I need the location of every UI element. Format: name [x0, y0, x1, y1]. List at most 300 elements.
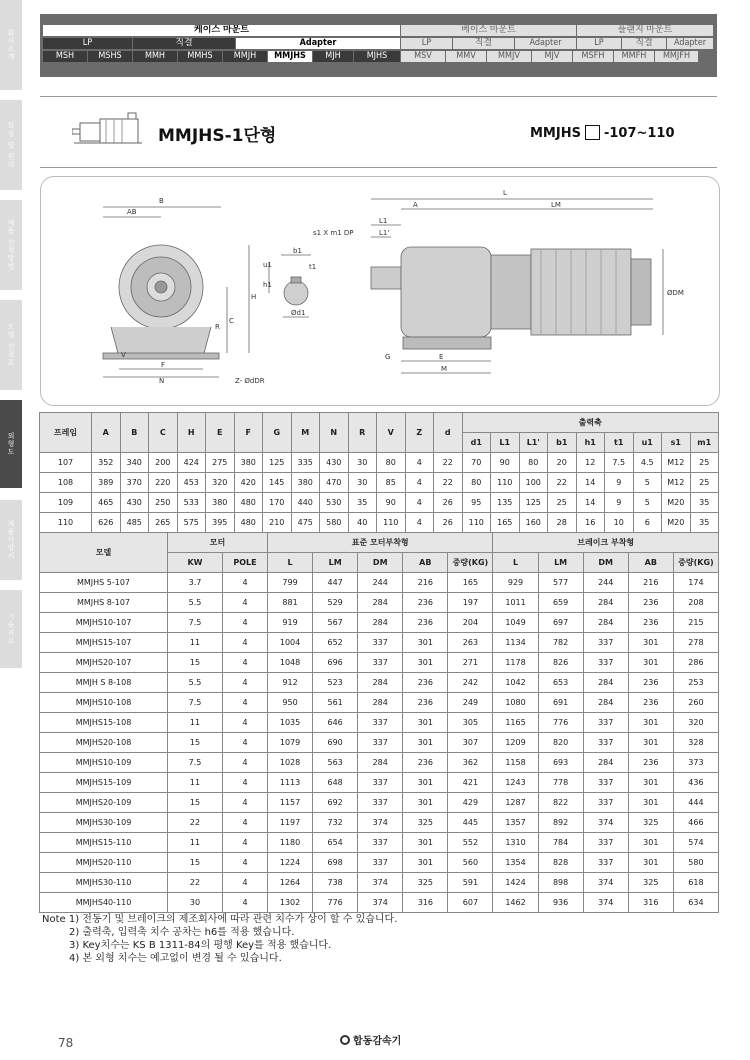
table-cell: 275 [206, 453, 235, 473]
table-cell: 95 [462, 493, 491, 513]
nav-model-10[interactable]: MMV [446, 51, 487, 62]
svg-text:C: C [229, 317, 234, 325]
table-cell: 618 [673, 873, 718, 893]
table-cell: 14 [576, 493, 605, 513]
table-cell: 1158 [493, 753, 538, 773]
table-cell: 580 [320, 513, 349, 533]
table-cell: 80 [462, 473, 491, 493]
svg-text:M: M [441, 365, 448, 373]
table-row [40, 873, 719, 893]
table-cell: 580 [673, 853, 718, 873]
table-cell: 1310 [493, 833, 538, 853]
table-cell: 4 [223, 613, 268, 633]
svg-text:V: V [121, 351, 126, 359]
brake-header: 브레이크 부착형 [493, 533, 719, 553]
svg-text:AB: AB [127, 208, 137, 216]
table-cell: 430 [320, 453, 349, 473]
table-cell: 284 [358, 613, 403, 633]
table-cell: 26 [434, 513, 463, 533]
frame-header-2: B [120, 413, 149, 453]
table-cell: 352 [92, 453, 121, 473]
motor-header: 모터 [168, 533, 268, 553]
table-cell: 236 [403, 753, 448, 773]
table-cell: 284 [583, 673, 628, 693]
table-cell: 529 [313, 593, 358, 613]
table-cell: 200 [149, 453, 178, 473]
table-cell: 698 [313, 853, 358, 873]
spec-subheader-8: LM [538, 553, 583, 573]
table-cell: 301 [628, 853, 673, 873]
table-cell: 340 [120, 453, 149, 473]
table-row [40, 773, 719, 793]
table-cell: 646 [313, 713, 358, 733]
shaft-header-6: u1 [633, 433, 662, 453]
table-cell: 15 [168, 653, 223, 673]
frame-header-7: G [263, 413, 292, 453]
nav-sub-3: Adapter [236, 38, 401, 49]
table-cell: 374 [583, 893, 628, 913]
table-cell: 1287 [493, 793, 538, 813]
table-cell: 4 [405, 493, 434, 513]
table-cell: 4 [223, 753, 268, 773]
spec-subheader-7: L [493, 553, 538, 573]
svg-text:L1: L1 [379, 217, 388, 225]
table-cell: M20 [662, 513, 691, 533]
table-cell: MMJHS20-107 [40, 653, 168, 673]
table-cell: 22 [168, 873, 223, 893]
table-cell: 374 [358, 813, 403, 833]
frame-header-8: M [291, 413, 320, 453]
table-cell: 220 [149, 473, 178, 493]
table-cell: 776 [313, 893, 358, 913]
nav-model-1[interactable]: MSH [43, 51, 88, 62]
table-cell: 337 [358, 773, 403, 793]
table-cell: 380 [291, 473, 320, 493]
table-cell: 337 [583, 833, 628, 853]
table-cell: 828 [538, 853, 583, 873]
table-cell: 429 [448, 793, 493, 813]
table-cell: 236 [403, 613, 448, 633]
table-cell: 337 [583, 713, 628, 733]
table-cell: 85 [377, 473, 406, 493]
table-cell: 301 [403, 833, 448, 853]
table-cell: 561 [313, 693, 358, 713]
table-cell: 1264 [268, 873, 313, 893]
table-row [40, 833, 719, 853]
table-cell: 480 [234, 493, 263, 513]
nav-model-8[interactable]: MJHS [354, 51, 401, 62]
table-cell: 337 [358, 653, 403, 673]
table-cell: MMJHS30-110 [40, 873, 168, 893]
svg-text:B: B [159, 197, 164, 205]
table-cell: 607 [448, 893, 493, 913]
table-cell: 1209 [493, 733, 538, 753]
spec-subheader-11: 중량(KG) [673, 553, 718, 573]
table-cell: 4 [223, 713, 268, 733]
table-cell: 337 [358, 633, 403, 653]
side-tabs [0, 0, 22, 700]
spec-subheader-3: LM [313, 553, 358, 573]
table-cell: 1178 [493, 653, 538, 673]
shaft-header-1: L1 [491, 433, 520, 453]
svg-text:s1 X m1 DP: s1 X m1 DP [313, 229, 354, 237]
table-cell: 284 [583, 613, 628, 633]
table-cell: 653 [538, 673, 583, 693]
table-cell: 4 [223, 593, 268, 613]
table-cell: 10 [605, 513, 634, 533]
table-cell: 362 [448, 753, 493, 773]
table-cell: 11 [168, 633, 223, 653]
nav-group-1: 케이스 마운트 [43, 25, 401, 36]
table-cell: 1048 [268, 653, 313, 673]
table-cell: 22 [548, 473, 577, 493]
spec-subheader-2: L [268, 553, 313, 573]
table-cell: MMJHS15-107 [40, 633, 168, 653]
table-cell: 320 [673, 713, 718, 733]
table-cell: 4 [223, 873, 268, 893]
table-cell: 216 [628, 573, 673, 593]
table-cell: 107 [40, 453, 92, 473]
table-cell: 4.5 [633, 453, 662, 473]
table-cell: 208 [673, 593, 718, 613]
nav-sub-8: 직결 [622, 38, 667, 49]
table-cell: 337 [583, 633, 628, 653]
table-cell: 316 [628, 893, 673, 913]
note-3: 3) Key치수는 KS B 1311-84의 평행 Key를 적용 했습니다. [69, 940, 332, 951]
table-cell: 80 [377, 453, 406, 473]
table-cell: 244 [358, 573, 403, 593]
svg-text:Z- ØdDR: Z- ØdDR [235, 377, 265, 385]
svg-text:h1: h1 [263, 281, 272, 289]
table-cell: 204 [448, 613, 493, 633]
table-cell: 284 [358, 593, 403, 613]
table-cell: 1180 [268, 833, 313, 853]
table-cell: 40 [348, 513, 377, 533]
model-code: MMJHS -107~110 [530, 126, 675, 141]
table-row [40, 793, 719, 813]
table-cell: 301 [628, 633, 673, 653]
table-cell: 1354 [493, 853, 538, 873]
page-title: MMJHS-1단형 [158, 126, 277, 146]
frame-header-0: 프레임 [40, 413, 92, 453]
table-cell: 778 [538, 773, 583, 793]
nav-sub-4: LP [401, 38, 453, 49]
table-cell: 784 [538, 833, 583, 853]
nav-model-11[interactable]: MMJV [487, 51, 532, 62]
note-4: 4) 본 외형 치수는 예고없이 변경 될 수 있습니다. [69, 953, 282, 964]
table-cell: 125 [263, 453, 292, 473]
table-cell: 1424 [493, 873, 538, 893]
table-cell: 70 [462, 453, 491, 473]
frame-header-6: F [234, 413, 263, 453]
table-cell: 822 [538, 793, 583, 813]
svg-text:Ød1: Ød1 [291, 309, 306, 317]
table-cell: 470 [320, 473, 349, 493]
table-cell: 3.7 [168, 573, 223, 593]
table-cell: 654 [313, 833, 358, 853]
frame-header-10: R [348, 413, 377, 453]
nav-sub-5: 직결 [453, 38, 515, 49]
table-cell: 373 [673, 753, 718, 773]
table-cell: 337 [358, 793, 403, 813]
spec-subheader-4: DM [358, 553, 403, 573]
category-nav [40, 14, 717, 77]
table-cell: MMJHS 5-107 [40, 573, 168, 593]
table-cell: 4 [223, 893, 268, 913]
shaft-header-3: b1 [548, 433, 577, 453]
nav-model-12[interactable]: MJV [532, 51, 573, 62]
table-cell: 160 [519, 513, 548, 533]
table-cell: 7.5 [168, 613, 223, 633]
table-cell: 165 [448, 573, 493, 593]
side-tab-7: 기술자료 [0, 590, 22, 670]
table-cell: 337 [358, 733, 403, 753]
table-row [40, 853, 719, 873]
table-row [40, 653, 719, 673]
table-cell: 732 [313, 813, 358, 833]
table-cell: 265 [149, 513, 178, 533]
table-cell: 170 [263, 493, 292, 513]
table-cell: 1462 [493, 893, 538, 913]
table-cell: 4 [223, 833, 268, 853]
svg-text:L: L [503, 189, 507, 197]
table-cell: 626 [92, 513, 121, 533]
frame-header-5: E [206, 413, 235, 453]
table-cell: 7.5 [605, 453, 634, 473]
nav-group-2: 베이스 마운트 [401, 25, 577, 36]
table-cell: 530 [320, 493, 349, 513]
table-cell: 6 [633, 513, 662, 533]
table-cell: 9 [605, 473, 634, 493]
table-cell: 325 [628, 873, 673, 893]
table-cell: 301 [628, 733, 673, 753]
table-cell: 337 [583, 793, 628, 813]
table-cell: 1302 [268, 893, 313, 913]
table-cell: 591 [448, 873, 493, 893]
table-cell: M20 [662, 493, 691, 513]
table-cell: 826 [538, 653, 583, 673]
nav-sub-1: LP [43, 38, 133, 49]
table-cell: 1011 [493, 593, 538, 613]
table-cell: 1134 [493, 633, 538, 653]
table-cell: 389 [92, 473, 121, 493]
title-bar [40, 96, 717, 168]
table-cell: 7.5 [168, 753, 223, 773]
note-2: 2) 출력축, 입력축 치수 공차는 h6를 적용 했습니다. [69, 927, 295, 938]
table-row [40, 473, 719, 493]
table-cell: 4 [223, 693, 268, 713]
table-cell: 236 [628, 613, 673, 633]
table-cell: 4 [223, 633, 268, 653]
table-cell: 236 [628, 673, 673, 693]
table-cell: 738 [313, 873, 358, 893]
table-cell: 465 [92, 493, 121, 513]
table-cell: 4 [223, 793, 268, 813]
svg-text:A: A [413, 201, 418, 209]
table-cell: 216 [403, 573, 448, 593]
table-cell: 577 [538, 573, 583, 593]
spec-subheader-6: 중량(KG) [448, 553, 493, 573]
table-cell: 110 [462, 513, 491, 533]
page-number: 78 [58, 1036, 74, 1050]
table-cell: 301 [628, 713, 673, 733]
table-cell: 110 [491, 473, 520, 493]
table-cell: MMJHS20-110 [40, 853, 168, 873]
table-cell: 374 [358, 893, 403, 913]
table-cell: 301 [628, 793, 673, 813]
table-cell: 4 [223, 573, 268, 593]
table-cell: 325 [403, 813, 448, 833]
table-cell: 447 [313, 573, 358, 593]
table-cell: 253 [673, 673, 718, 693]
table-cell: 337 [583, 733, 628, 753]
table-cell: 210 [263, 513, 292, 533]
table-cell: 337 [358, 713, 403, 733]
table-row [40, 593, 719, 613]
table-row [40, 513, 719, 533]
table-row [40, 573, 719, 593]
table-cell: 90 [491, 453, 520, 473]
table-cell: 1049 [493, 613, 538, 633]
table-cell: MMJHS10-108 [40, 693, 168, 713]
table-cell: 301 [403, 633, 448, 653]
table-cell: 421 [448, 773, 493, 793]
table-cell: 236 [628, 693, 673, 713]
svg-text:G: G [385, 353, 391, 361]
frame-header-1: A [92, 413, 121, 453]
table-cell: 1157 [268, 793, 313, 813]
table-cell: 5 [633, 493, 662, 513]
table-cell: 30 [348, 473, 377, 493]
table-cell: 453 [177, 473, 206, 493]
table-cell: 22 [434, 453, 463, 473]
nav-model-9[interactable]: MSV [401, 51, 446, 62]
table-cell: 301 [403, 733, 448, 753]
table-cell: 236 [403, 593, 448, 613]
table-cell: 1224 [268, 853, 313, 873]
nav-model-3[interactable]: MMH [133, 51, 178, 62]
table-cell: 912 [268, 673, 313, 693]
table-cell: 325 [628, 813, 673, 833]
table-cell: 370 [120, 473, 149, 493]
spec-subheader-0: KW [168, 553, 223, 573]
table-cell: 15 [168, 733, 223, 753]
table-cell: 4 [405, 513, 434, 533]
nav-model-6[interactable]: MMJHS [268, 51, 313, 62]
table-cell: 307 [448, 733, 493, 753]
nav-model-14[interactable]: MMFH [614, 51, 655, 62]
shaft-header-4: h1 [576, 433, 605, 453]
table-cell: 301 [628, 773, 673, 793]
table-cell: 110 [40, 513, 92, 533]
table-cell: 100 [519, 473, 548, 493]
side-tab-4: 모델 선정표 [0, 300, 22, 392]
table-cell: 820 [538, 733, 583, 753]
table-row [40, 673, 719, 693]
table-cell: 1079 [268, 733, 313, 753]
nav-model-13[interactable]: MSFH [573, 51, 614, 62]
nav-model-15[interactable]: MMJFH [655, 51, 699, 62]
frame-header-4: H [177, 413, 206, 453]
table-cell: 4 [223, 733, 268, 753]
table-cell: 1028 [268, 753, 313, 773]
table-cell: 284 [583, 593, 628, 613]
table-cell: 445 [448, 813, 493, 833]
gear-motor-thumbnail-icon [72, 109, 147, 151]
shaft-header-7: s1 [662, 433, 691, 453]
model-spec-table [39, 532, 719, 913]
shaft-header-5: t1 [605, 433, 634, 453]
table-cell: 374 [358, 873, 403, 893]
table-cell: 110 [377, 513, 406, 533]
nav-model-5[interactable]: MMJH [223, 51, 268, 62]
shaft-header-0: d1 [462, 433, 491, 453]
nav-sub-2: 직결 [133, 38, 236, 49]
nav-model-7[interactable]: MJH [313, 51, 354, 62]
table-cell: 523 [313, 673, 358, 693]
table-cell: 28 [548, 513, 577, 533]
table-cell: MMJHS40-110 [40, 893, 168, 913]
table-cell: 4 [405, 473, 434, 493]
nav-model-4[interactable]: MMHS [178, 51, 223, 62]
nav-sub-9: Adapter [667, 38, 714, 49]
table-cell: 301 [628, 653, 673, 673]
table-cell: 4 [223, 853, 268, 873]
table-cell: 881 [268, 593, 313, 613]
table-cell: 898 [538, 873, 583, 893]
table-cell: 236 [403, 693, 448, 713]
table-cell: 574 [673, 833, 718, 853]
table-cell: MMJHS15-110 [40, 833, 168, 853]
table-cell: 1080 [493, 693, 538, 713]
note-1: Note 1) 전동기 및 브레이크의 제조회사에 따라 관련 치수가 상이 할 수 있습니다. [42, 914, 398, 925]
table-cell: MMJHS20-108 [40, 733, 168, 753]
table-cell: 125 [519, 493, 548, 513]
table-cell: 109 [40, 493, 92, 513]
shaft-header-2: L1' [519, 433, 548, 453]
table-cell: 250 [149, 493, 178, 513]
table-cell: 1004 [268, 633, 313, 653]
table-cell: 35 [690, 493, 719, 513]
table-cell: 263 [448, 633, 493, 653]
table-cell: 936 [538, 893, 583, 913]
table-row [40, 733, 719, 753]
table-cell: 26 [434, 493, 463, 513]
table-row [40, 453, 719, 473]
table-cell: 659 [538, 593, 583, 613]
nav-model-2[interactable]: MSHS [88, 51, 133, 62]
side-tab-5: 외형도 [0, 400, 22, 490]
table-cell: 692 [313, 793, 358, 813]
table-cell: 284 [583, 753, 628, 773]
svg-text:u1: u1 [263, 261, 272, 269]
table-cell: 80 [519, 453, 548, 473]
table-row [40, 713, 719, 733]
table-row [40, 493, 719, 513]
table-cell: 950 [268, 693, 313, 713]
table-cell: 325 [403, 873, 448, 893]
table-cell: 15 [168, 853, 223, 873]
svg-text:R: R [215, 323, 220, 331]
table-cell: 380 [206, 493, 235, 513]
table-cell: 328 [673, 733, 718, 753]
table-cell: 430 [120, 493, 149, 513]
shaft-header-8: m1 [690, 433, 719, 453]
table-cell: 690 [313, 733, 358, 753]
spec-subheader-9: DM [583, 553, 628, 573]
drawing-svg [41, 177, 721, 407]
nav-sub-6: Adapter [515, 38, 577, 49]
